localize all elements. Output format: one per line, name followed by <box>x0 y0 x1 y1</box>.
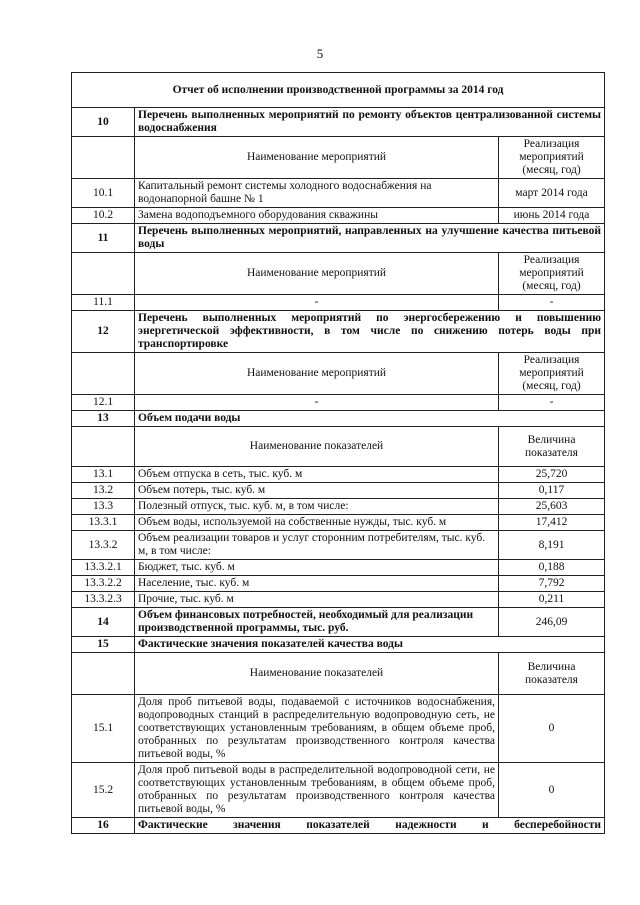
row-value: 25,720 <box>499 467 605 483</box>
section-title: Перечень выполненных мероприятий по ремонту объектов централизованной системы водоснабжения <box>135 108 605 137</box>
row-name: Доля проб питьевой воды в распределительной водопроводной сети, не соответствующих установленным требованиям, в общем объеме проб, отобранных по результатам производственного контроля качества питьевой воды, % <box>135 763 499 818</box>
section-13-header <box>72 411 605 427</box>
row-name: Объем воды, используемой на собственные нужды, тыс. куб. м <box>135 515 499 531</box>
row-value: 8,191 <box>499 531 605 560</box>
row-name: Бюджет, тыс. куб. м <box>135 560 499 576</box>
section-number: 10 <box>72 108 135 137</box>
row-name: Полезный отпуск, тыс. куб. м, в том числе: <box>135 499 499 515</box>
col-header-name: Наименование показателей <box>135 427 499 467</box>
table-row <box>72 763 605 818</box>
row-number: 10.1 <box>72 179 135 208</box>
row-value: 0,188 <box>499 560 605 576</box>
table-row <box>72 467 605 483</box>
col-header-value: Реализация мероприятий (месяц, год) <box>499 253 605 295</box>
section-10-header <box>72 108 605 137</box>
table-row <box>72 483 605 499</box>
section-title: Фактические значения показателей качества воды <box>135 637 605 653</box>
section-15-header <box>72 637 605 653</box>
section-number: 12 <box>72 311 135 353</box>
column-header-row <box>72 137 605 179</box>
col-header-name: Наименование мероприятий <box>135 353 499 395</box>
row-value: - <box>499 295 605 311</box>
row-value: июнь 2014 года <box>499 208 605 224</box>
row-name: Объем потерь, тыс. куб. м <box>135 483 499 499</box>
row-number: 13.1 <box>72 467 135 483</box>
section-title: Перечень выполненных мероприятий по энергосбережению и повышению энергетической эффективности, в том числе по снижению потерь воды при транспортировке <box>135 311 605 353</box>
row-number: 13.3.2.1 <box>72 560 135 576</box>
section-12-header <box>72 311 605 353</box>
report-title: Отчет об исполнении производственной программы за 2014 год <box>72 73 605 108</box>
row-value: 0,117 <box>499 483 605 499</box>
row-name: Замена водоподъемного оборудования скважины <box>135 208 499 224</box>
column-header-row <box>72 427 605 467</box>
section-title: Фактические значения показателей надежности и бесперебойности <box>135 818 605 834</box>
row-name: Объем реализации товаров и услуг сторонним потребителям, тыс. куб. м, в том числе: <box>135 531 499 560</box>
table-row <box>72 560 605 576</box>
row-value: - <box>499 395 605 411</box>
row-name: Доля проб питьевой воды, подаваемой с источников водоснабжения, водопроводных станций в распределительную водопроводную сеть, не соответствующих установленным требованиям, в общем объеме проб, отобранных по результатам производственного контроля качества питьевой воды, % <box>135 695 499 763</box>
row-number: 13.3.2.3 <box>72 592 135 608</box>
row-value: 0 <box>499 763 605 818</box>
table-row <box>72 499 605 515</box>
table-row <box>72 395 605 411</box>
col-header-name: Наименование мероприятий <box>135 253 499 295</box>
row-value: 17,412 <box>499 515 605 531</box>
row-number: 11.1 <box>72 295 135 311</box>
row-value: март 2014 года <box>499 179 605 208</box>
row-value: 0 <box>499 695 605 763</box>
row-name: Прочие, тыс. куб. м <box>135 592 499 608</box>
column-header-row <box>72 353 605 395</box>
section-number: 13 <box>72 411 135 427</box>
row-name: - <box>135 295 499 311</box>
table-row <box>72 576 605 592</box>
row-number: 10.2 <box>72 208 135 224</box>
col-header-value: Величина показателя <box>499 653 605 695</box>
row-name: Капитальный ремонт системы холодного водоснабжения на водонапорной башне № 1 <box>135 179 499 208</box>
row-value: 246,09 <box>499 608 605 637</box>
report-title-row <box>72 73 605 108</box>
col-header-value: Реализация мероприятий (месяц, год) <box>499 137 605 179</box>
section-16-header <box>72 818 605 834</box>
col-header-name: Наименование показателей <box>135 653 499 695</box>
row-value: 0,211 <box>499 592 605 608</box>
row-name: Объем отпуска в сеть, тыс. куб. м <box>135 467 499 483</box>
section-number: 14 <box>72 608 135 637</box>
section-title: Объем подачи воды <box>135 411 605 427</box>
row-number: 13.3.2 <box>72 531 135 560</box>
table-row <box>72 695 605 763</box>
row-number: 13.3.1 <box>72 515 135 531</box>
section-number: 15 <box>72 637 135 653</box>
table-row <box>72 179 605 208</box>
row-name: - <box>135 395 499 411</box>
row-name: Население, тыс. куб. м <box>135 576 499 592</box>
col-header-name: Наименование мероприятий <box>135 137 499 179</box>
row-number: 13.3.2.2 <box>72 576 135 592</box>
table-row <box>72 531 605 560</box>
section-number: 16 <box>72 818 135 834</box>
col-header-value: Реализация мероприятий (месяц, год) <box>499 353 605 395</box>
col-header-value: Величина показателя <box>499 427 605 467</box>
section-14-row <box>72 608 605 637</box>
row-number: 15.2 <box>72 763 135 818</box>
section-number: 11 <box>72 224 135 253</box>
section-11-header <box>72 224 605 253</box>
row-number: 15.1 <box>72 695 135 763</box>
row-value: 7,792 <box>499 576 605 592</box>
section-title: Объем финансовых потребностей, необходимый для реализации производственной программы, тыс. руб. <box>135 608 499 637</box>
row-number: 13.3 <box>72 499 135 515</box>
table-row <box>72 208 605 224</box>
column-header-row <box>72 653 605 695</box>
report-table <box>71 72 605 834</box>
table-row <box>72 295 605 311</box>
row-number: 13.2 <box>72 483 135 499</box>
row-number: 12.1 <box>72 395 135 411</box>
column-header-row <box>72 253 605 295</box>
row-value: 25,603 <box>499 499 605 515</box>
table-row <box>72 515 605 531</box>
section-title: Перечень выполненных мероприятий, направленных на улучшение качества питьевой воды <box>135 224 605 253</box>
table-row <box>72 592 605 608</box>
page-number: 5 <box>316 46 324 61</box>
